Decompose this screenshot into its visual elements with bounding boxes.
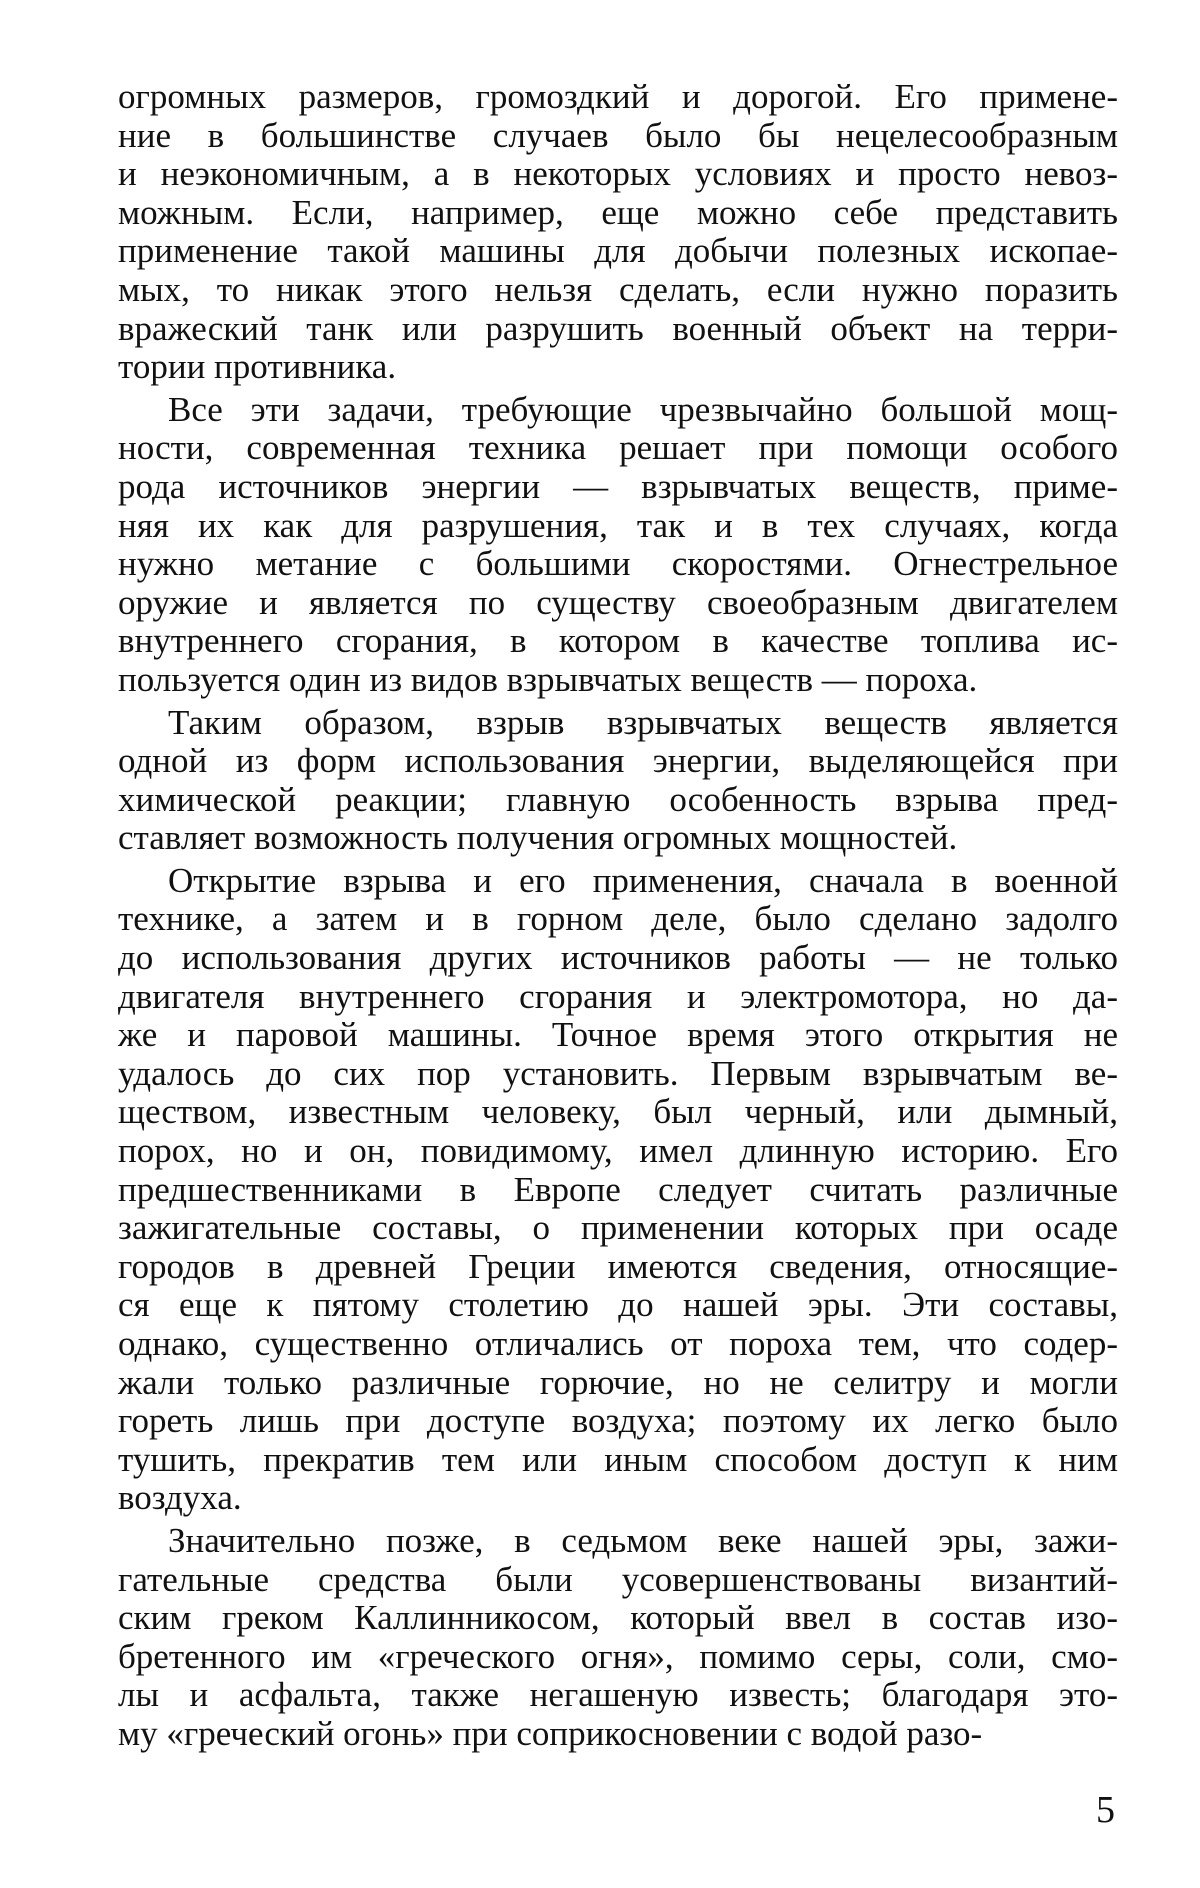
text-line: вражеский танк или разрушить военный объект на терри- bbox=[118, 308, 1118, 348]
text-line: ставляет возможность получения огромных мощностей. bbox=[118, 818, 958, 858]
text-line: пользуется один из видов взрывчатых веществ — пороха. bbox=[118, 659, 978, 699]
text-line: огромных размеров, громоздкий и дорогой. Его примене- bbox=[118, 77, 1118, 116]
text-line: рода источников энергии — взрывчатых веществ, приме- bbox=[118, 466, 1118, 506]
text-line: применение такой машины для добычи полезных ископае- bbox=[118, 231, 1118, 271]
text-line: предшественниками в Европе следует считать различные bbox=[118, 1169, 1118, 1209]
text-line: ществом, известным человеку, был черный, или дымный, bbox=[118, 1092, 1118, 1132]
text-line: ским греком Каллинникосом, который ввел в состав изо- bbox=[118, 1598, 1118, 1638]
text-line: лы и асфальта, также негашеную известь; благодаря это- bbox=[118, 1675, 1118, 1715]
text-line: же и паровой машины. Точное время этого открытия не bbox=[118, 1015, 1118, 1055]
text-line: порох, но и он, повидимому, имел длинную историю. Его bbox=[118, 1131, 1118, 1171]
paragraph bbox=[118, 78, 1118, 387]
text-line: Таким образом, взрыв взрывчатых веществ является bbox=[168, 702, 1118, 742]
text-line: тории противника. bbox=[118, 347, 397, 387]
text-line: Открытие взрыва и его применения, сначала в военной bbox=[168, 860, 1118, 900]
text-line: няя их как для разрушения, так и в тех случаях, когда bbox=[118, 505, 1118, 545]
text-line: тушить, прекратив тем или иным способом доступ к ним bbox=[118, 1439, 1118, 1479]
text-line: оружие и является по существу своеобразным двигателем bbox=[118, 582, 1118, 622]
text-line: воздуха. bbox=[118, 1478, 242, 1518]
text-line: и неэкономичным, а в некоторых условиях и просто невоз- bbox=[118, 154, 1118, 194]
text-line: до использования других источников работы — не только bbox=[118, 938, 1118, 978]
paragraph bbox=[118, 704, 1118, 858]
text-line: химической реакции; главную особенность взрыва пред- bbox=[118, 779, 1118, 819]
text-line: му «греческий огонь» при соприкосновении с водой разо- bbox=[118, 1713, 983, 1753]
text-line: ся еще к пятому столетию до нашей эры. Эти составы, bbox=[118, 1285, 1118, 1325]
text-line: удалось до сих пор установить. Первым взрывчатым ве- bbox=[118, 1053, 1118, 1093]
text-line: гательные средства были усовершенствованы византий- bbox=[118, 1559, 1118, 1599]
page-number: 5 bbox=[1096, 1789, 1115, 1831]
text-line: зажигательные составы, о применении которых при осаде bbox=[118, 1208, 1118, 1248]
text-line: гореть лишь при доступе воздуха; поэтому их легко было bbox=[118, 1401, 1118, 1441]
text-line: Значительно позже, в седьмом веке нашей эры, зажи- bbox=[168, 1520, 1118, 1560]
text-line: городов в древней Греции имеются сведения, относящие- bbox=[118, 1246, 1118, 1286]
text-line: ние в большинстве случаев было бы нецелесообразным bbox=[118, 115, 1118, 155]
text-line: нужно метание с большими скоростями. Огнестрельное bbox=[118, 544, 1118, 584]
text-line: одной из форм использования энергии, выделяющейся при bbox=[118, 741, 1118, 781]
text-line: мых, то никак этого нельзя сделать, если нужно поразить bbox=[118, 269, 1118, 309]
paragraph bbox=[118, 862, 1118, 1518]
text-line: ности, современная техника решает при помощи особого bbox=[118, 428, 1118, 468]
paragraph bbox=[118, 391, 1118, 700]
text-line: бретенного им «греческого огня», помимо серы, соли, смо- bbox=[118, 1636, 1118, 1676]
body-text bbox=[118, 78, 1118, 1754]
paragraph bbox=[118, 1522, 1118, 1754]
text-line: двигателя внутреннего сгорания и электромотора, но да- bbox=[118, 976, 1118, 1016]
text-line: однако, существенно отличались от пороха тем, что содер- bbox=[118, 1324, 1118, 1363]
text-line: технике, а затем и в горном деле, было сделано задолго bbox=[118, 899, 1118, 939]
text-line: внутреннего сгорания, в котором в качестве топлива ис- bbox=[118, 621, 1118, 661]
text-line: можным. Если, например, еще можно себе представить bbox=[118, 192, 1118, 232]
text-line: Все эти задачи, требующие чрезвычайно большой мощ- bbox=[168, 389, 1118, 429]
text-line: жали только различные горючие, но не селитру и могли bbox=[118, 1362, 1118, 1402]
